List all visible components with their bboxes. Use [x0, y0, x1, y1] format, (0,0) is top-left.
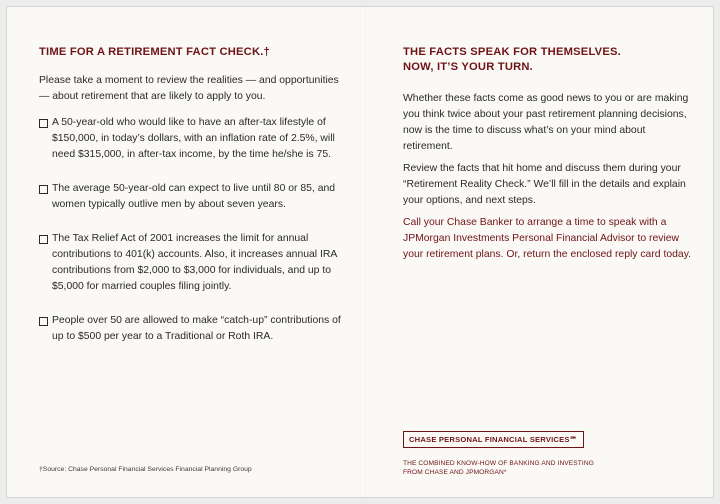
tagline-line-2: FROM CHASE AND JPMORGAN* [403, 468, 507, 476]
checkbox-icon [39, 317, 48, 326]
fact-text: People over 50 are allowed to make “catch-up” contributions of up to $500 per year to a Traditional or Roth IRA. [52, 315, 341, 342]
fact-check-heading: TIME FOR A RETIREMENT FACT CHECK.† [39, 46, 270, 58]
source-footnote: †Source: Chase Personal Financial Services Financial Planning Group [39, 466, 252, 473]
facts-speak-heading [403, 45, 693, 75]
fact-item [39, 181, 343, 213]
checkbox-icon [39, 119, 48, 128]
fact-text: The Tax Relief Act of 2001 increases the limit for annual contributions to 401(k) accounts. Also, it increases annual IRA contributions from $2,000 to $3,000 for individuals, and up to $5,000 for married couples filing jointly. [52, 233, 337, 292]
brand-tagline [403, 460, 603, 477]
body-paragraph-2: Review the facts that hit home and discuss them during your “Retirement Reality Check.” We’ll fill in the details and explain your options, and next steps. [403, 163, 686, 206]
fact-text: A 50-year-old who would like to have an after-tax lifestyle of $150,000, in today’s dollars, with an inflation rate of 2.5%, will need $315,000, in after-tax income, by the time he/she is 75. [52, 117, 335, 160]
fact-list [39, 115, 343, 363]
heading-line-2: NOW, IT’S YOUR TURN. [403, 61, 533, 73]
fact-item [39, 231, 343, 295]
body-paragraph-1: Whether these facts come as good news to you or are making you think twice about your past retirement planning decisions, now is the time to discuss what’s on your mind about retirement. [403, 93, 689, 152]
brochure-spread [6, 6, 714, 498]
tagline-line-1: THE COMBINED KNOW-HOW OF BANKING AND INVESTING [403, 460, 594, 467]
intro-paragraph: Please take a moment to review the realities — and opportunities — about retirement that are likely to apply to you. [39, 75, 339, 102]
heading-line-1: THE FACTS SPEAK FOR THEMSELVES. [403, 46, 621, 58]
call-to-action-paragraph: Call your Chase Banker to arrange a time to speak with a JPMorgan Investments Personal Financial Advisor to review your retirement plans. Or, return the enclosed reply card today. [403, 217, 691, 260]
fact-text: The average 50-year-old can expect to live until 80 or 85, and women typically outlive men by about seven years. [52, 183, 336, 210]
fact-item [39, 115, 343, 163]
fact-item [39, 313, 343, 345]
checkbox-icon [39, 185, 48, 194]
page-fold [365, 7, 366, 497]
brand-logo-box: CHASE PERSONAL FINANCIAL SERVICES℠ [403, 431, 584, 448]
checkbox-icon [39, 235, 48, 244]
